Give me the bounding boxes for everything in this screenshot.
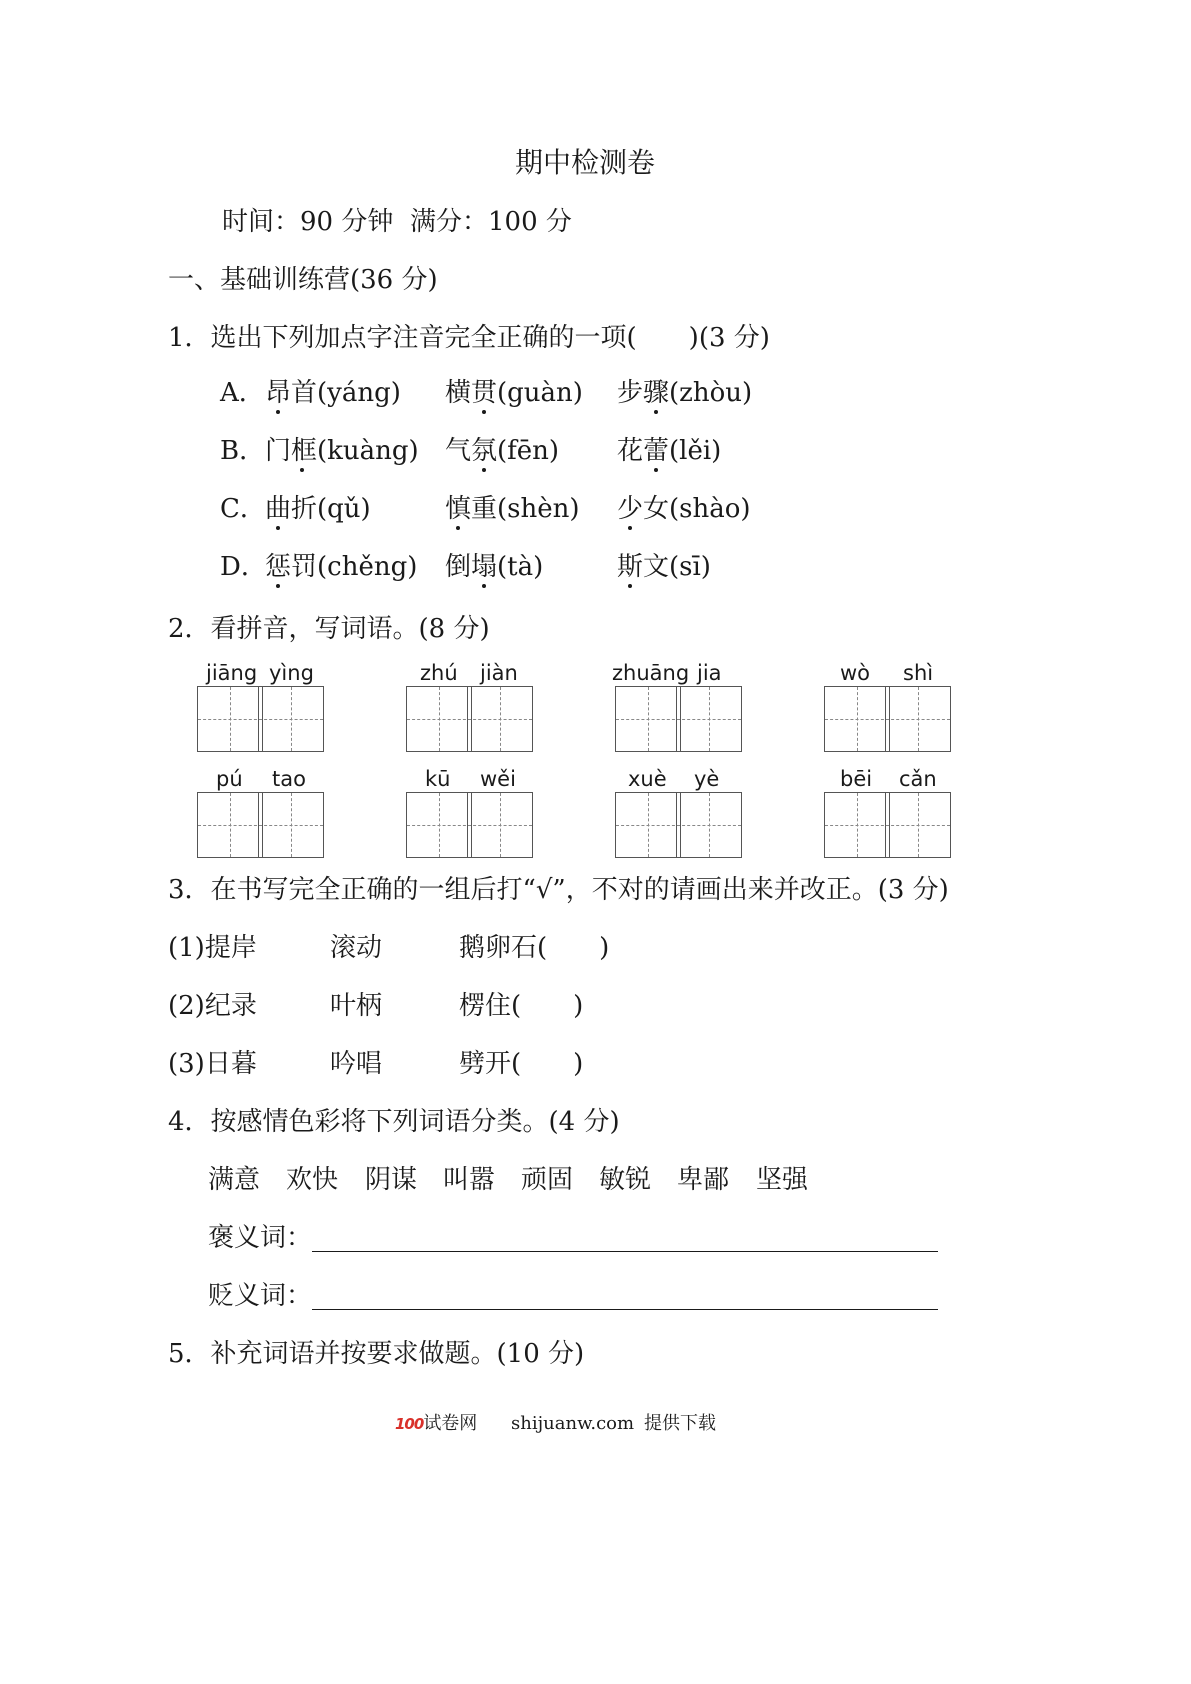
emphasis-dot (276, 410, 280, 414)
positive-words-label: 褒义词： (208, 1223, 313, 1253)
option-b-item: 花蕾(lěi) (617, 436, 722, 466)
writing-box[interactable] (197, 686, 263, 752)
option-d-item: 倒塌(tà) (445, 552, 544, 582)
exam-time: 时间：90 分钟 (222, 207, 394, 237)
q3-row-1-word: (1)提岸 (168, 933, 257, 963)
q3-row-2-answer[interactable]: 楞住( ) (459, 991, 584, 1021)
word-item: 满意 (208, 1165, 261, 1195)
emphasis-dot (628, 584, 632, 588)
question-3-stem: 3．在书写完全正确的一组后打“√”，不对的请画出来并改正。(3 分) (168, 875, 949, 905)
option-a-item: 步骤(zhòu) (617, 378, 753, 408)
question-1-stem: 1．选出下列加点字注音完全正确的一项( )(3 分) (168, 323, 770, 353)
emphasis-dot (628, 526, 632, 530)
question-4-stem: 4．按感情色彩将下列词语分类。(4 分) (168, 1107, 620, 1137)
section-heading: 一、基础训练营(36 分) (168, 265, 438, 295)
writing-box[interactable] (406, 792, 472, 858)
negative-words-answer-line[interactable] (312, 1309, 938, 1310)
emphasis-dot (654, 468, 658, 472)
option-b-item: 门框(kuàng) (265, 436, 419, 466)
emphasis-dot (456, 526, 460, 530)
word-item: 阴谋 (365, 1165, 418, 1195)
pinyin-label: xuè (628, 767, 667, 791)
pinyin-label: kū (425, 767, 451, 791)
exam-full-score: 满分：100 分 (410, 207, 572, 237)
footer-site-name: 试卷网 (423, 1413, 478, 1434)
q3-row-2-word: (2)纪录 (168, 991, 257, 1021)
option-c-item: 慎重(shèn) (445, 494, 580, 524)
footer-brand (395, 1413, 477, 1435)
pinyin-label: yè (694, 767, 720, 791)
writing-box[interactable] (885, 792, 951, 858)
pinyin-label: jiāng (206, 661, 258, 685)
footer-url[interactable]: shijuanw.com (511, 1413, 635, 1434)
writing-box[interactable] (824, 792, 890, 858)
pinyin-label: zhú (420, 661, 458, 685)
page-title: 期中检测卷 (515, 146, 656, 179)
q3-row-3-word: 吟唱 (330, 1049, 383, 1079)
emphasis-dot (300, 468, 304, 472)
pinyin-label: pú (216, 767, 243, 791)
word-item: 顽固 (521, 1165, 574, 1195)
word-item: 叫嚣 (443, 1165, 496, 1195)
writing-box[interactable] (467, 686, 533, 752)
emphasis-dot (654, 410, 658, 414)
writing-box[interactable] (258, 792, 324, 858)
q3-row-3-word: (3)日暮 (168, 1049, 257, 1079)
pinyin-label: cǎn (899, 767, 937, 791)
pinyin-label: zhuāng (612, 661, 690, 685)
emphasis-dot (482, 410, 486, 414)
pinyin-label: wò (840, 661, 871, 685)
emphasis-dot (276, 584, 280, 588)
writing-box[interactable] (615, 686, 681, 752)
word-item: 欢快 (286, 1165, 339, 1195)
option-b-item: 气氛(fēn) (445, 436, 560, 466)
word-item: 坚强 (756, 1165, 809, 1195)
option-a-item: 横贯(guàn) (445, 378, 583, 408)
writing-box[interactable] (197, 792, 263, 858)
emphasis-dot (482, 584, 486, 588)
q3-row-3-answer[interactable]: 劈开( ) (459, 1049, 584, 1079)
emphasis-dot (276, 526, 280, 530)
writing-box[interactable] (676, 792, 742, 858)
option-c-item: 少女(shào) (617, 494, 751, 524)
option-d-item: 斯文(sī) (617, 552, 711, 582)
negative-words-label: 贬义词： (208, 1281, 313, 1311)
emphasis-dot (482, 468, 486, 472)
writing-box[interactable] (406, 686, 472, 752)
question-5-stem: 5．补充词语并按要求做题。(10 分) (168, 1339, 585, 1369)
writing-box[interactable] (824, 686, 890, 752)
option-d-letter: D． (220, 552, 267, 582)
option-a-item: 昂首(yáng) (265, 378, 401, 408)
footer-note: 提供下载 (644, 1413, 716, 1434)
question-2-stem: 2．看拼音，写词语。(8 分) (168, 614, 490, 644)
pinyin-label: shì (903, 661, 934, 685)
pinyin-label: bēi (840, 767, 873, 791)
writing-box[interactable] (676, 686, 742, 752)
word-item: 敏锐 (599, 1165, 652, 1195)
writing-box[interactable] (467, 792, 533, 858)
option-b-letter: B． (220, 436, 266, 466)
pinyin-label: yìng (269, 661, 314, 685)
writing-box[interactable] (885, 686, 951, 752)
site-logo: 100 (395, 1415, 424, 1433)
option-d-item: 惩罚(chěng) (265, 552, 418, 582)
pinyin-label: jia (697, 661, 722, 685)
option-c-item: 曲折(qǔ) (265, 494, 371, 524)
option-c-letter: C． (220, 494, 266, 524)
pinyin-label: wěi (480, 767, 516, 791)
positive-words-answer-line[interactable] (312, 1251, 938, 1252)
pinyin-label: jiàn (480, 661, 518, 685)
writing-box[interactable] (615, 792, 681, 858)
q3-row-1-word: 滚动 (330, 933, 383, 963)
writing-box[interactable] (258, 686, 324, 752)
q3-row-2-word: 叶柄 (330, 991, 383, 1021)
word-item: 卑鄙 (677, 1165, 730, 1195)
pinyin-label: tao (272, 767, 306, 791)
option-a-letter: A． (220, 378, 265, 408)
q3-row-1-answer[interactable]: 鹅卵石( ) (459, 933, 610, 963)
